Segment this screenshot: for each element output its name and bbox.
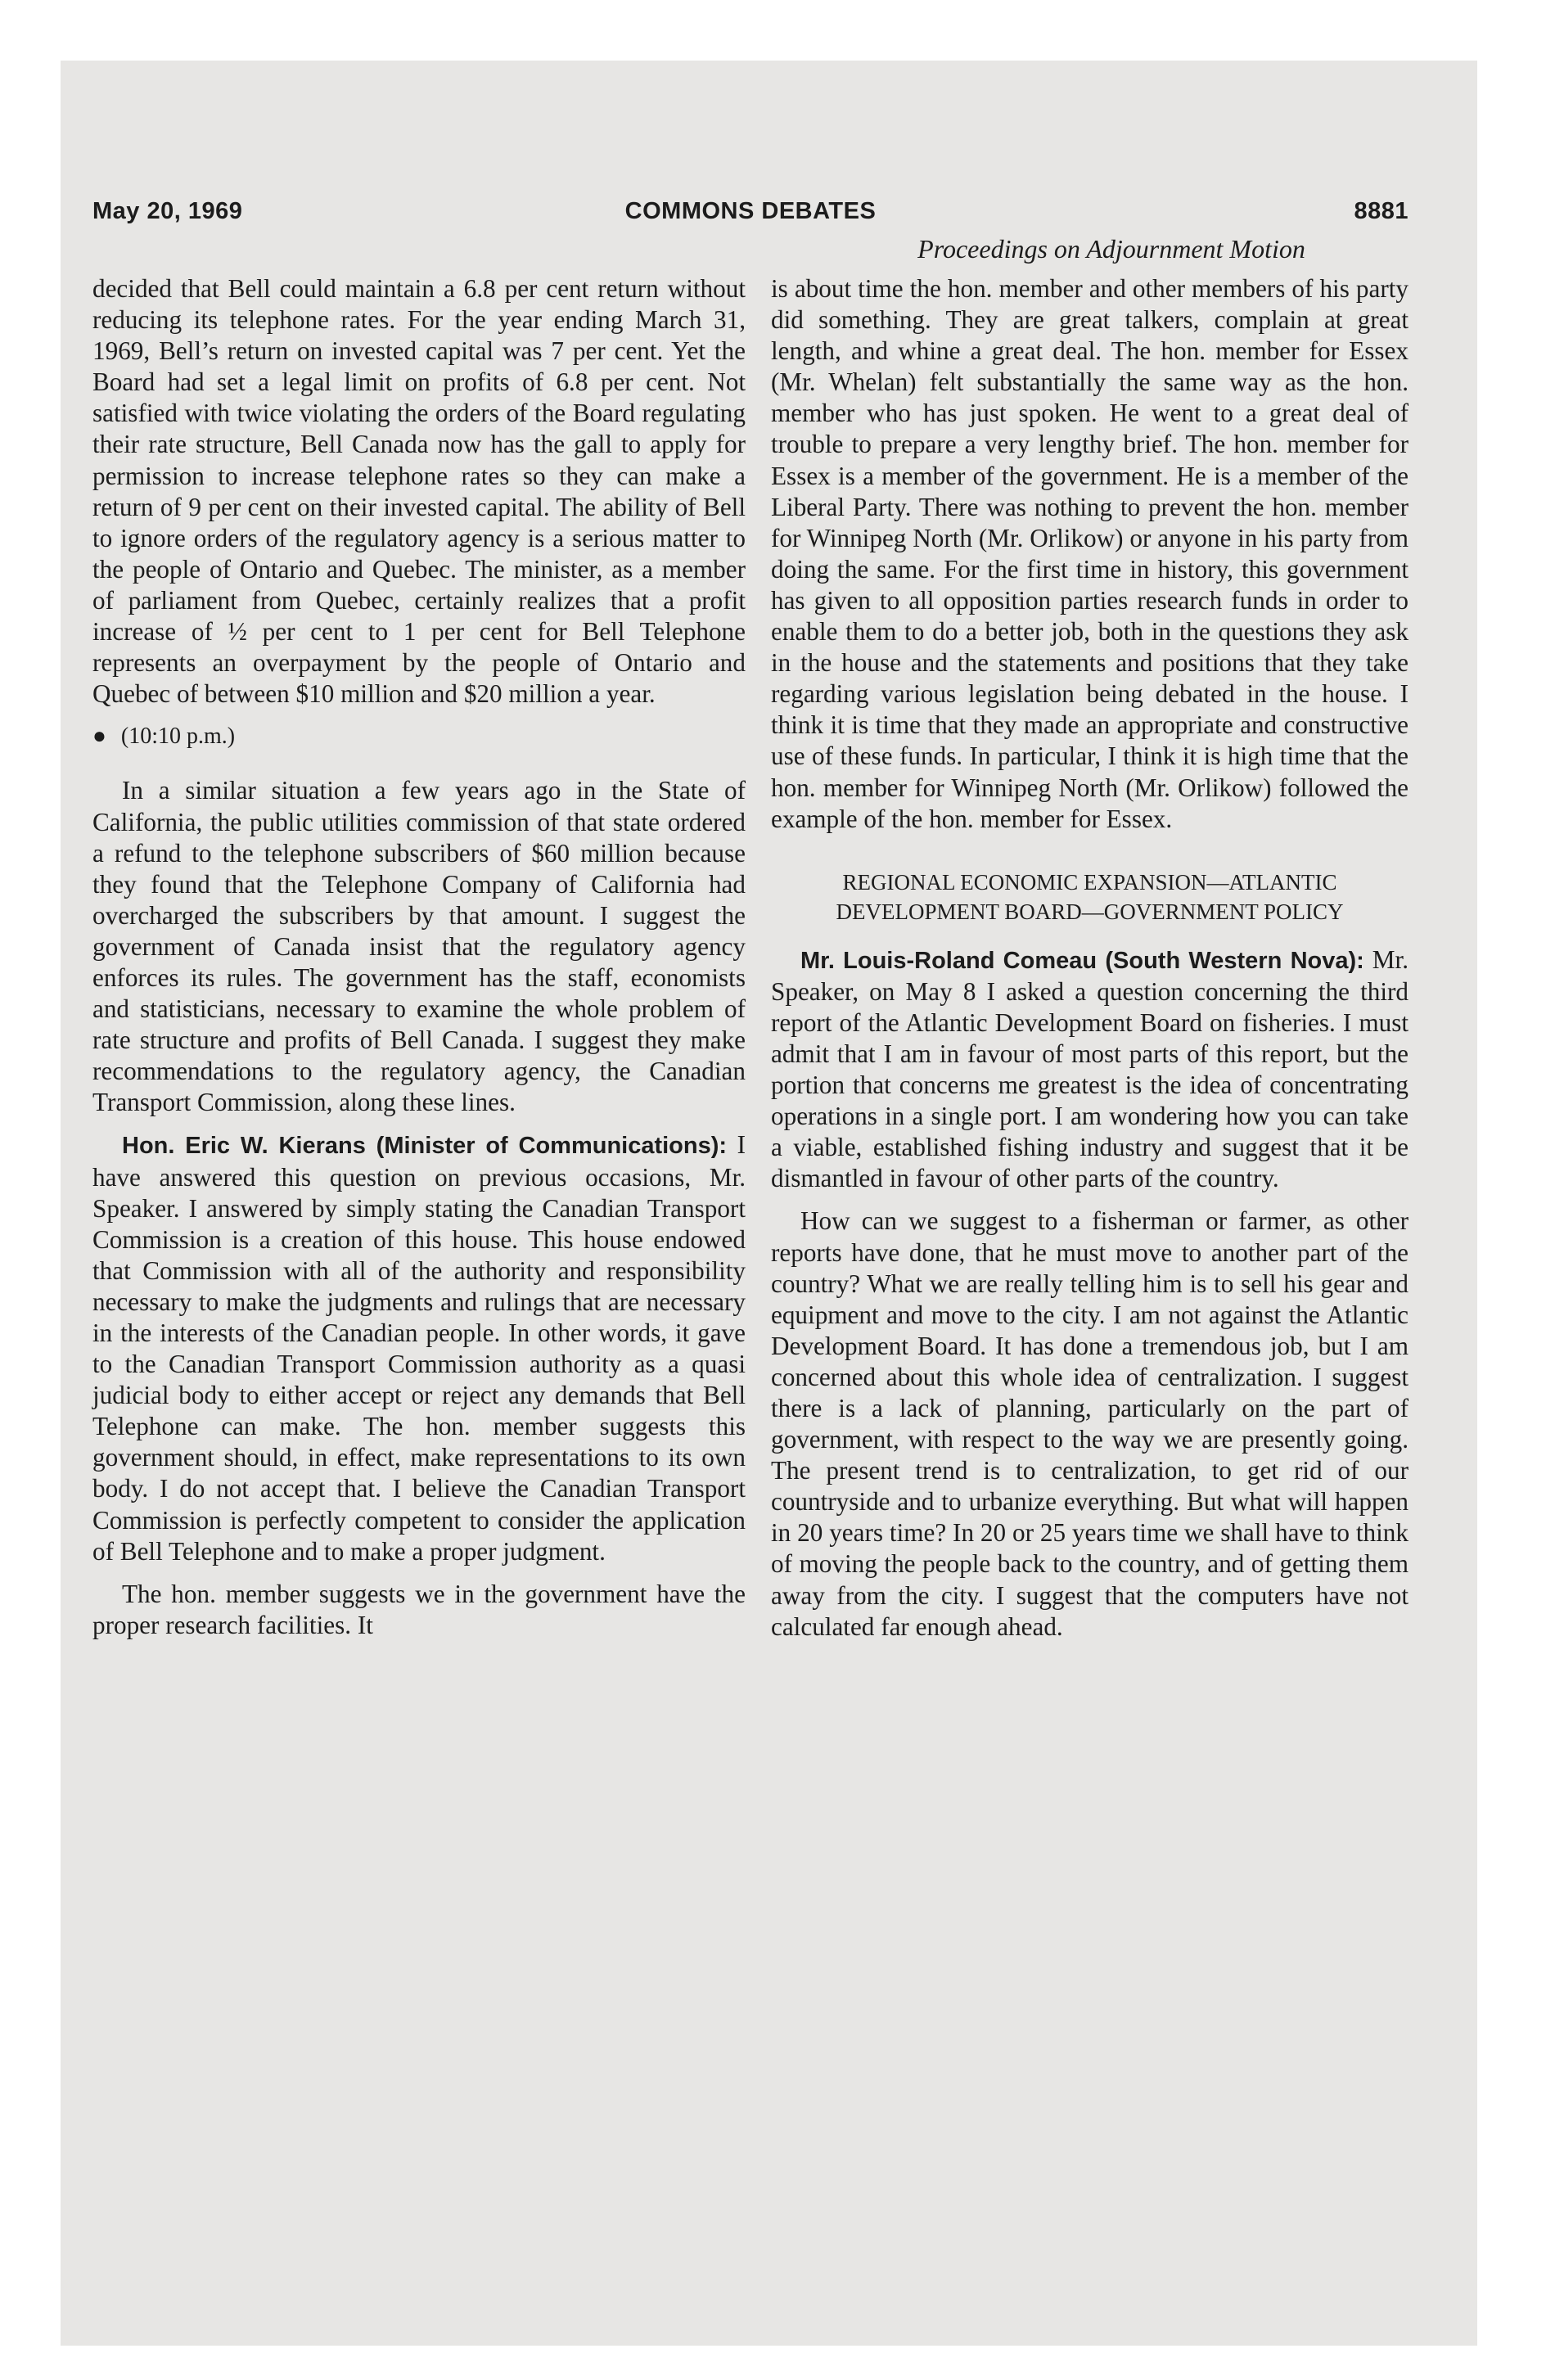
- header-publication: COMMONS DEBATES: [624, 198, 877, 224]
- right-paragraph-1: is about time the hon. member and other members of his party did something. They are great talkers, complain at great length, and whine a great deal. The hon. member for Essex (Mr. Whelan) felt substantially the same way as the hon. member who has just spoken. He went to a great deal of trouble to prepare a very lengthy brief. The hon. member for Essex is a member of the government. He is a member of the Liberal Party. There was nothing to prevent the hon. member for Winnipeg North (Mr. Orlikow) or anyone in his party from doing the same. For the first time in history, this government has given to all opposition parties research funds in order to enable them to do a better job, both in the questions they ask in the house and the statements and positions that they take regarding various legislation being debated in the house. I think it is time that they made an appropriate and constructive use of these funds. In particular, I think it is high time that the hon. member for Winnipeg North (Mr. Orlikow) followed the example of the hon. member for Essex.: [771, 274, 1409, 833]
- left-paragraph-2: In a similar situation a few years ago in the State of California, the public utilities commission of that state ordered a refund to the telephone subscribers of $60 million because they found that the Telephone Company of California had overcharged the subscribers by that amount. I suggest the government of Canada insist that the regulatory agency enforces its rules. The government has the staff, economists and statisticians, necessary to examine the whole problem of rate structure and profits of Bell Canada. I suggest they make recommendations to the regulatory agency, the Canadian Transport Commission, along these lines.: [92, 776, 746, 1117]
- running-header: [92, 198, 1409, 234]
- speaker-name: Hon. Eric W. Kierans (Minister of Communications):: [122, 1133, 728, 1160]
- right-column: [771, 273, 1409, 1654]
- document-page: [92, 198, 1409, 1641]
- header-subheading: Proceedings on Adjournment Motion: [917, 234, 1305, 264]
- speaker-name: Mr. Louis-Roland Comeau (South Western Nova):: [800, 947, 1364, 974]
- right-paragraph-2: [771, 944, 1409, 1195]
- header-page-number: 8881: [1354, 198, 1409, 224]
- bullet-icon: ●: [92, 723, 106, 750]
- left-paragraph-3: [92, 1129, 746, 1566]
- left-column: [92, 273, 746, 1652]
- right-paragraph-3: How can we suggest to a fisherman or farmer, as other reports have done, that he must move to another part of the country? What we are really telling him is to sell his gear and equipment and move to the city. I am not against the Atlantic Development Board. It has done a tremendous job, but I am concerned about this whole idea of centralization. I suggest there is a lack of planning, particularly on the part of government, with respect to the way we are presently going. The present trend is to centralization, to get rid of our countryside and to urbanize everything. But what will happen in 20 years time? In 20 or 25 years time we shall have to think of moving the people back to the country, and of getting them away from the city. I suggest that the computers have not calculated far enough ahead.: [771, 1206, 1409, 1641]
- left-paragraph-4: The hon. member suggests we in the government have the proper research facilities. It: [92, 1579, 746, 1639]
- section-heading: REGIONAL ECONOMIC EXPANSION—ATLANTIC DEVELOPMENT BOARD—GOVERNMENT POLICY: [836, 869, 1344, 924]
- speech-text: I have answered this question on previous occasions, Mr. Speaker. I answered by simply stating the Canadian Transport Commission is a creation of this house. This house endowed that Commission with all of the authority and responsibility necessary to make the judgments and rulings that are necessary in the interests of the Canadian people. In other words, it gave to the Canadian Transport Commission authority as a quasi judicial body to either accept or reject any demands that Bell Telephone can make. The hon. member suggests this government should, in effect, make representations to its own body. I do not accept that. I believe the Canadian Transport Commission is perfectly competent to consider the application of Bell Telephone and to make a proper judgment.: [92, 1130, 746, 1566]
- time-marker-text: (10:10 p.m.): [120, 723, 236, 750]
- speech-text: Mr. Speaker, on May 8 I asked a question concerning the third report of the Atlantic Development Board on fisheries. I must admit that I am in favour of most parts of this report, but the portion that concerns me greatest is the idea of concentrating operations in a single port. I am wondering how you can take a viable, established fishing industry and suggest that it be dismantled in favour of other parts of the country.: [771, 944, 1409, 1193]
- header-date: May 20, 1969: [92, 198, 243, 224]
- time-marker: [92, 721, 746, 752]
- left-paragraph-1: decided that Bell could maintain a 6.8 per cent return without reducing its telephone rates. For the year ending March 31, 1969, Bell’s return on invested capital was 7 per cent. Yet the Board had set a legal limit on profits of 6.8 per cent. Not satisfied with twice violating the orders of the Board regulating their rate structure, Bell Canada now has the gall to apply for permission to increase telephone rates so they can make a return of 9 per cent on their invested capital. The ability of Bell to ignore orders of the regulatory agency is a serious matter to the people of Ontario and Quebec. The minister, as a member of parliament from Quebec, certainly realizes that a profit increase of ½ per cent to 1 per cent for Bell Telephone represents an overpayment by the people of Ontario and Quebec of between $10 million and $20 million a year.: [92, 274, 746, 709]
